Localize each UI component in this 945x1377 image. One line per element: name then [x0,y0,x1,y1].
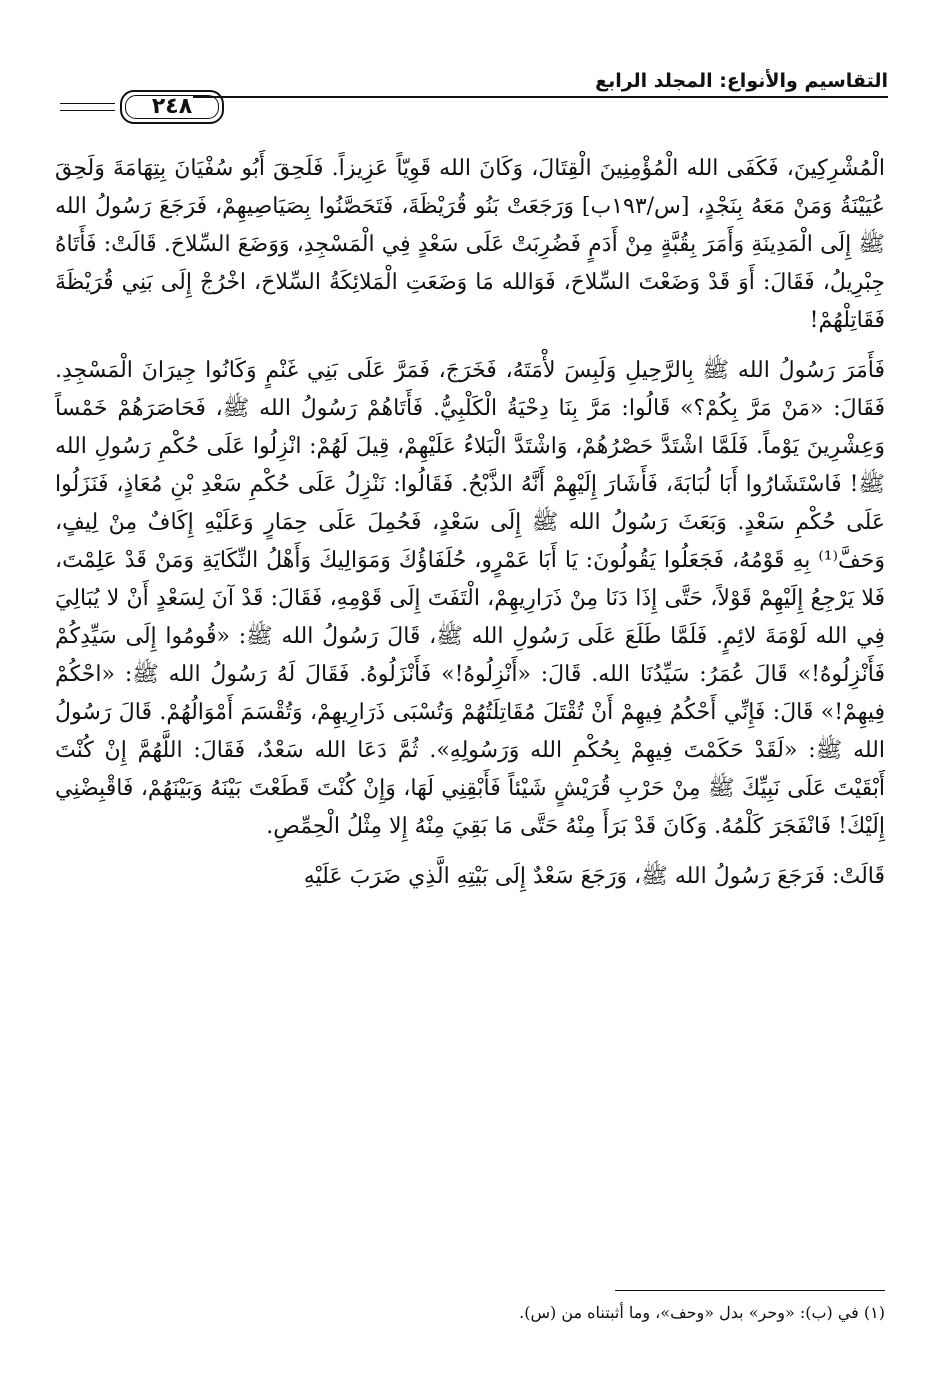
page-number-frame [120,90,224,124]
header-side-lines [60,103,115,111]
footnote: (١) في (ب): «وحر» بدل «وحف»، وما أثبتناه من (س). [519,1303,885,1322]
running-title: التقاسيم والأنواع: المجلد الرابع [595,70,888,92]
main-text [55,150,885,896]
header-rule [193,96,888,98]
paragraph-2: فَأَمَرَ رَسُولُ الله ﷺ بِالرَّحِيلِ وَلَبِسَ لأْمَتَهُ، فَخَرَجَ، فَمَرَّ عَلَى بَنِي غَنْمٍ وَكَانُوا جِيرَانَ الْمَسْجِدِ. فَقَالَ: «مَنْ مَرَّ بِكُمْ؟» قَالُوا: مَرَّ بِنَا دِحْيَةُ الْكَلْبِيُّ. فَأَتَاهُمْ رَسُولُ الله ﷺ، فَحَاصَرَهُمْ خَمْساً وَعِشْرِينَ يَوْماً. فَلَمَّا اشْتَدَّ حَصْرُهُمْ، وَاشْتَدَّ الْبَلاءُ عَلَيْهِمْ، قِيلَ لَهُمْ: انْزِلُوا عَلَى حُكْمِ رَسُولِ الله ﷺ! فَاسْتَشَارُوا أَبَا لُبَابَةَ، فَأَشَارَ إِلَيْهِمْ أَنَّهُ الذَّبْحُ. فَقَالُوا: نَنْزِلُ عَلَى حُكْمِ سَعْدِ بْنِ مُعَاذٍ، فَنَزَلُوا عَلَى حُكْمِ سَعْدٍ. وَبَعَثَ رَسُولُ الله ﷺ إِلَى سَعْدٍ، فَحُمِلَ عَلَى حِمَارٍ وَعَلَيْهِ إِكَافٌ مِنْ لِيفٍ، وَحَفَّ⁽¹⁾ بِهِ قَوْمُهُ، فَجَعَلُوا يَقُولُونَ: يَا أَبَا عَمْرٍو، حُلَفَاؤُكَ وَمَوَالِيكَ وَأَهْلُ النِّكَايَةِ وَمَنْ قَدْ عَلِمْتَ، فَلا يَرْجِعُ إِلَيْهِمْ قَوْلاً، حَتَّى إِذَا دَنَا مِنْ ذَرَارِيهِمْ، الْتَفَتَ إِلَى قَوْمِهِ، فَقَالَ: قَدْ آنَ لِسَعْدٍ أَنْ لا يُبَالِيَ فِي الله لَوْمَةَ لائِمٍ. فَلَمَّا طَلَعَ عَلَى رَسُولِ الله ﷺ، قَالَ رَسُولُ الله ﷺ: «قُومُوا إِلَى سَيِّدِكُمْ فَأَنْزِلُوهُ!» قَالَ عُمَرُ: سَيِّدُنَا الله. قَالَ: «أَنْزِلُوهُ!» فَأَنْزَلُوهُ. فَقَالَ لَهُ رَسُولُ الله ﷺ: «احْكُمْ فِيهِمْ!» قَالَ: فَإِنِّي أَحْكُمُ فِيهِمْ أَنْ تُقْتَلَ مُقَاتِلَتُهُمْ وَتُسْبَى ذَرَارِيهِمْ، وَتُقْسَمَ أَمْوَالُهُمْ. قَالَ رَسُولُ الله ﷺ: «لَقَدْ حَكَمْتَ فِيهِمْ بِحُكْمِ الله وَرَسُولِهِ». ثُمَّ دَعَا الله سَعْدٌ، فَقَالَ: اللَّهُمَّ إِنْ كُنْتَ أَبْقَيْتَ عَلَى نَبِيِّكَ ﷺ مِنْ حَرْبِ قُرَيْشٍ شَيْئاً فَأَبْقِنِي لَهَا، وَإِنْ كُنْتَ قَطَعْتَ بَيْنَهُ وَبَيْنَهُمْ، فَاقْبِضْنِي إِلَيْكَ! فَانْفَجَرَ كَلْمُهُ. وَكَانَ قَدْ بَرَأَ مِنْهُ حَتَّى مَا بَقِيَ مِنْهُ إِلا مِثْلُ الْحِمِّصِ. [55,358,885,839]
footnote-rule [615,1290,885,1291]
paragraph-3: قَالَتْ: فَرَجَعَ رَسُولُ الله ﷺ، وَرَجَعَ سَعْدٌ إِلَى بَيْتِهِ الَّذِي ضَرَبَ عَلَيْهِ [303,864,885,889]
paragraph-1: الْمُشْرِكِينَ، فَكَفَى الله الْمُؤْمِنِينَ الْقِتَالَ، وَكَانَ الله قَوِيّاً عَزِيزاً. فَلَحِقَ أَبُو سُفْيَانَ بِتِهَامَةَ وَلَحِقَ عُيَيْنَةُ وَمَنْ مَعَهُ بِنَجْدٍ، [س/١٩٣ب] وَرَجَعَتْ بَنُو قُرَيْظَةَ، فَتَحَصَّنُوا بِصَيَاصِيهِمْ، فَرَجَعَ رَسُولُ الله ﷺ إِلَى الْمَدِينَةِ وَأَمَرَ بِقُبَّةٍ مِنْ أَدَمٍ فَضُرِبَتْ عَلَى سَعْدٍ فِي الْمَسْجِدِ، وَوَضَعَ السِّلاحَ. قَالَتْ: فَأَتَاهُ جِبْرِيلُ، فَقَالَ: أَوَ قَدْ وَضَعْتَ السِّلاحَ، فَوَالله مَا وَضَعَتِ الْمَلائِكَةُ السِّلاحَ، اخْرُجْ إِلَى بَنِي قُرَيْظَةَ فَقَاتِلْهُمْ! [55,156,885,333]
page-header [60,70,888,126]
page-number: ٢٤٨ [151,94,193,119]
